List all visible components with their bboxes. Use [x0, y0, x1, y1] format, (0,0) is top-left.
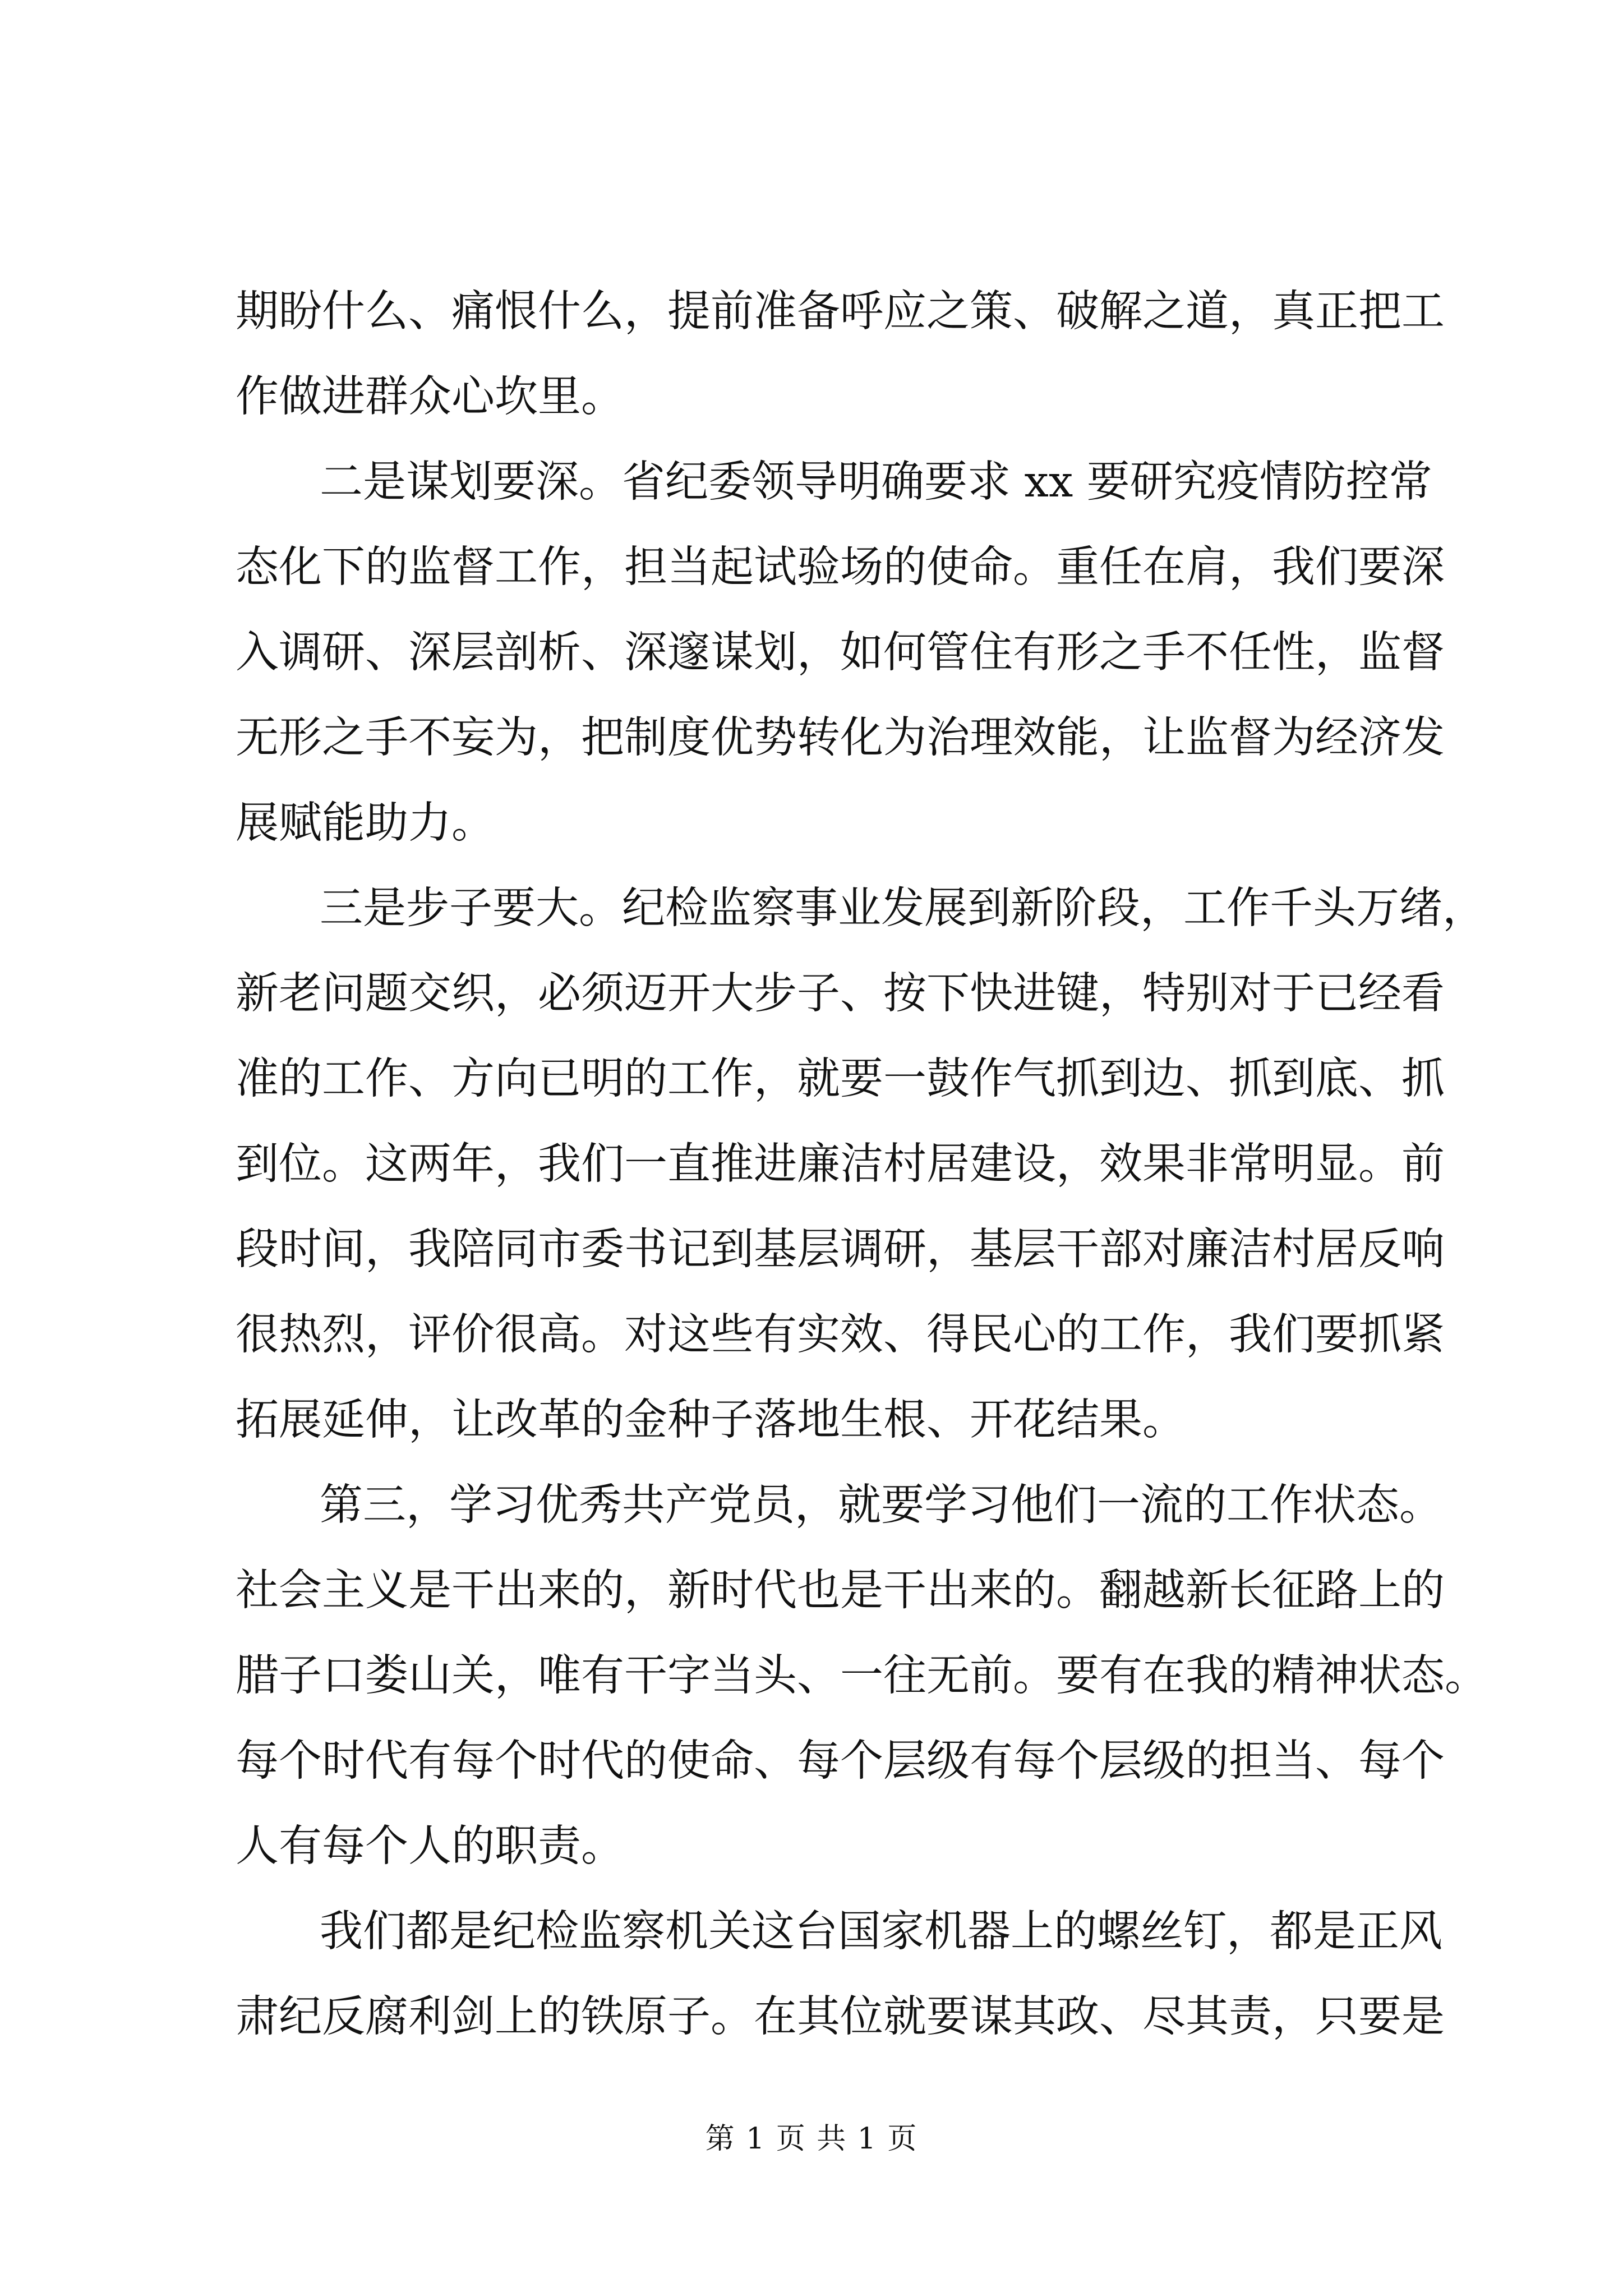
text-line: 段时间，我陪同市委书记到基层调研，基层干部对廉洁村居反响 — [236, 1225, 1445, 1274]
text-line: 准的工作、方向已明的工作，就要一鼓作气抓到边、抓到底、抓 — [236, 1054, 1445, 1104]
text-line: 人有每个人的职责。 — [236, 1821, 624, 1871]
text-line: 拓展延伸，让改革的金种子落地生根、开花结果。 — [236, 1395, 1186, 1445]
text-line: 作做进群众心坎里。 — [236, 372, 624, 422]
text-line: 二是谋划要深。省纪委领导明确要求 xx 要研究疫情防控常 — [320, 457, 1432, 507]
text-line: 入调研、深层剖析、深邃谋划，如何管住有形之手不任性，监督 — [236, 628, 1445, 678]
text-line: 态化下的监督工作，担当起试验场的使命。重任在肩，我们要深 — [236, 542, 1445, 592]
text-line: 每个时代有每个时代的使命、每个层级有每个层级的担当、每个 — [236, 1736, 1445, 1786]
text-line: 展赋能助力。 — [236, 798, 495, 848]
text-line: 无形之手不妄为，把制度优势转化为治理效能，让监督为经济发 — [236, 713, 1445, 763]
text-line: 社会主义是干出来的，新时代也是干出来的。翻越新长征路上的 — [236, 1566, 1445, 1616]
page-number-footer: 第 1 页 共 1 页 — [705, 2122, 918, 2156]
text-line: 三是步子要大。纪检监察事业发展到新阶段，工作千头万绪， — [320, 884, 1486, 933]
text-line: 第三，学习优秀共产党员，就要学习他们一流的工作状态。 — [320, 1480, 1442, 1530]
body-text — [236, 269, 1488, 2060]
text-line: 很热烈，评价很高。对这些有实效、得民心的工作，我们要抓紧 — [236, 1310, 1445, 1360]
text-line: 腊子口娄山关，唯有干字当头、一往无前。要有在我的精神状态。 — [236, 1651, 1488, 1701]
text-line: 期盼什么、痛恨什么，提前准备呼应之策、破解之道，真正把工 — [236, 287, 1445, 337]
text-line: 肃纪反腐利剑上的铁原子。在其位就要谋其政、尽其责，只要是 — [236, 1992, 1445, 2042]
text-line: 新老问题交织，必须迈开大步子、按下快进键，特别对于已经看 — [236, 969, 1445, 1019]
text-line: 我们都是纪检监察机关这台国家机器上的螺丝钉，都是正风 — [320, 1907, 1442, 1957]
text-line: 到位。这两年，我们一直推进廉洁村居建设，效果非常明显。前 — [236, 1139, 1445, 1189]
